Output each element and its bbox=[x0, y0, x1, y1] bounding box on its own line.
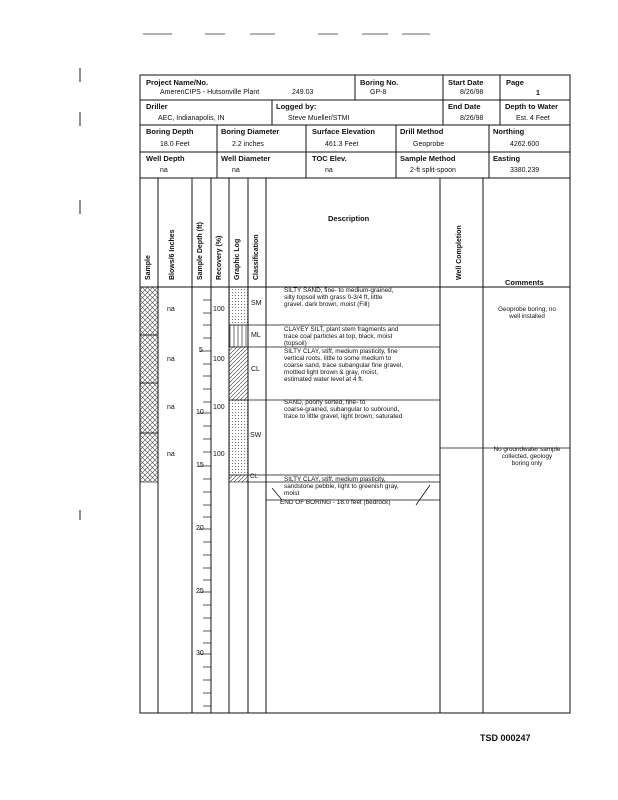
well-depth-label: Well Depth bbox=[146, 154, 185, 163]
boring-no-label: Boring No. bbox=[360, 78, 399, 87]
logged-by-value: Steve Mueller/STMI bbox=[288, 115, 350, 122]
col-graphic-log: Graphic Log bbox=[234, 238, 241, 280]
easting-value: 3380.239 bbox=[510, 167, 540, 174]
depth-25: 25 bbox=[196, 588, 204, 595]
sample-4-blows: na bbox=[167, 451, 175, 458]
well-diameter-value: na bbox=[232, 167, 240, 174]
start-date-label: Start Date bbox=[448, 78, 484, 87]
project-label: Project Name/No. bbox=[146, 78, 209, 87]
logged-by-label: Logged by: bbox=[276, 102, 317, 111]
col-sample: Sample bbox=[145, 255, 152, 280]
toc-elev-value: na bbox=[325, 167, 333, 174]
comment-no-groundwater: No groundwater sample collected, geology boring only bbox=[493, 446, 561, 468]
sample-1-recovery: 100 bbox=[213, 306, 225, 313]
layer-3-description: SILTY CLAY, stiff, medium plasticity, fine vertical roots, little to some medium to coarse sand, trace subangular fine gravel, mottled light brown & gray, moist, estimated water level at 4 ft. bbox=[284, 348, 404, 383]
drill-method-label: Drill Method bbox=[400, 127, 444, 136]
layer-4-description: SAND, poorly sorted, fine- to coarse-grained, subangular to subround, trace to little gravel, light brown, saturated bbox=[284, 399, 403, 420]
col-description: Description bbox=[328, 214, 370, 223]
boring-no-value: GP-8 bbox=[370, 89, 387, 96]
layer-1-description: SILTY SAND, fine- to medium-grained, silty topsoil with grass 0-3/4 ft, little gravel, dark brown, moist (Fill) bbox=[284, 287, 394, 308]
sample-2-recovery: 100 bbox=[213, 356, 225, 363]
driller-value: AEC, Indianapolis, IN bbox=[158, 115, 225, 122]
start-date-value: 8/26/98 bbox=[460, 89, 484, 96]
project-number: 249.03 bbox=[292, 89, 314, 96]
layer-2-description: CLAYEY SILT, plant stem fragments and trace coal particles at top, black, moist (topsoil) bbox=[284, 326, 399, 347]
page-label: Page bbox=[506, 78, 524, 87]
layer-3-code: CL bbox=[251, 366, 260, 373]
depth-30: 30 bbox=[196, 650, 204, 657]
end-date-label: End Date bbox=[448, 102, 481, 111]
page-value: 1 bbox=[536, 90, 540, 97]
layer-5-description: SILTY CLAY, stiff, medium plasticity, sandstone pebble, light to greenish gray, moist bbox=[284, 476, 399, 497]
well-depth-value: na bbox=[160, 167, 168, 174]
col-recovery: Recovery (%) bbox=[216, 235, 223, 280]
col-classification: Classification bbox=[253, 234, 260, 280]
northing-value: 4262.600 bbox=[510, 141, 540, 148]
comment-geoprobe: Geoprobe boring, no well installed bbox=[498, 306, 556, 321]
depth-to-water-label: Depth to Water bbox=[505, 102, 559, 111]
boring-depth-value: 18.0 Feet bbox=[160, 141, 190, 148]
drill-method-value: Geoprobe bbox=[413, 141, 445, 148]
toc-elev-label: TOC Elev. bbox=[312, 154, 347, 163]
depth-15: 15 bbox=[196, 462, 204, 469]
easting-label: Easting bbox=[493, 154, 521, 163]
layer-4-code: SW bbox=[250, 432, 262, 439]
northing-label: Northing bbox=[493, 127, 525, 136]
project-value: AmerenCIPS - Hutsonville Plant bbox=[160, 89, 260, 96]
layer-2-code: ML bbox=[251, 332, 261, 339]
sample-1-blows: na bbox=[167, 306, 175, 313]
sample-method-label: Sample Method bbox=[400, 154, 456, 163]
surface-elevation-label: Surface Elevation bbox=[312, 127, 375, 136]
col-well-completion: Well Completion bbox=[456, 225, 463, 280]
sample-3-recovery: 100 bbox=[213, 404, 225, 411]
boring-diameter-value: 2.2 inches bbox=[232, 141, 264, 148]
col-comments: Comments bbox=[505, 278, 544, 287]
boring-diameter-label: Boring Diameter bbox=[221, 127, 280, 136]
document-id: TSD 000247 bbox=[480, 733, 531, 743]
depth-to-water-value: Est. 4 Feet bbox=[516, 115, 550, 122]
sample-3-blows: na bbox=[167, 404, 175, 411]
depth-5: 5 bbox=[199, 347, 203, 354]
layer-1-code: SM bbox=[251, 300, 262, 307]
surface-elevation-value: 461.3 Feet bbox=[325, 141, 359, 148]
sample-method-value: 2-ft split-spoon bbox=[410, 167, 456, 174]
boring-depth-label: Boring Depth bbox=[146, 127, 194, 136]
layer-5-code: CL bbox=[250, 474, 258, 480]
col-blows: Blows/6 Inches bbox=[169, 229, 176, 280]
well-diameter-label: Well Diameter bbox=[221, 154, 271, 163]
sample-2-blows: na bbox=[167, 356, 175, 363]
depth-10: 10 bbox=[196, 409, 204, 416]
col-sample-depth: Sample Depth (ft) bbox=[197, 222, 204, 280]
driller-label: Driller bbox=[146, 102, 168, 111]
end-date-value: 8/26/98 bbox=[460, 115, 484, 122]
end-of-boring: END OF BORING - 18.0 feet (bedrock) bbox=[280, 499, 391, 506]
sample-4-recovery: 100 bbox=[213, 451, 225, 458]
depth-20: 20 bbox=[196, 525, 204, 532]
